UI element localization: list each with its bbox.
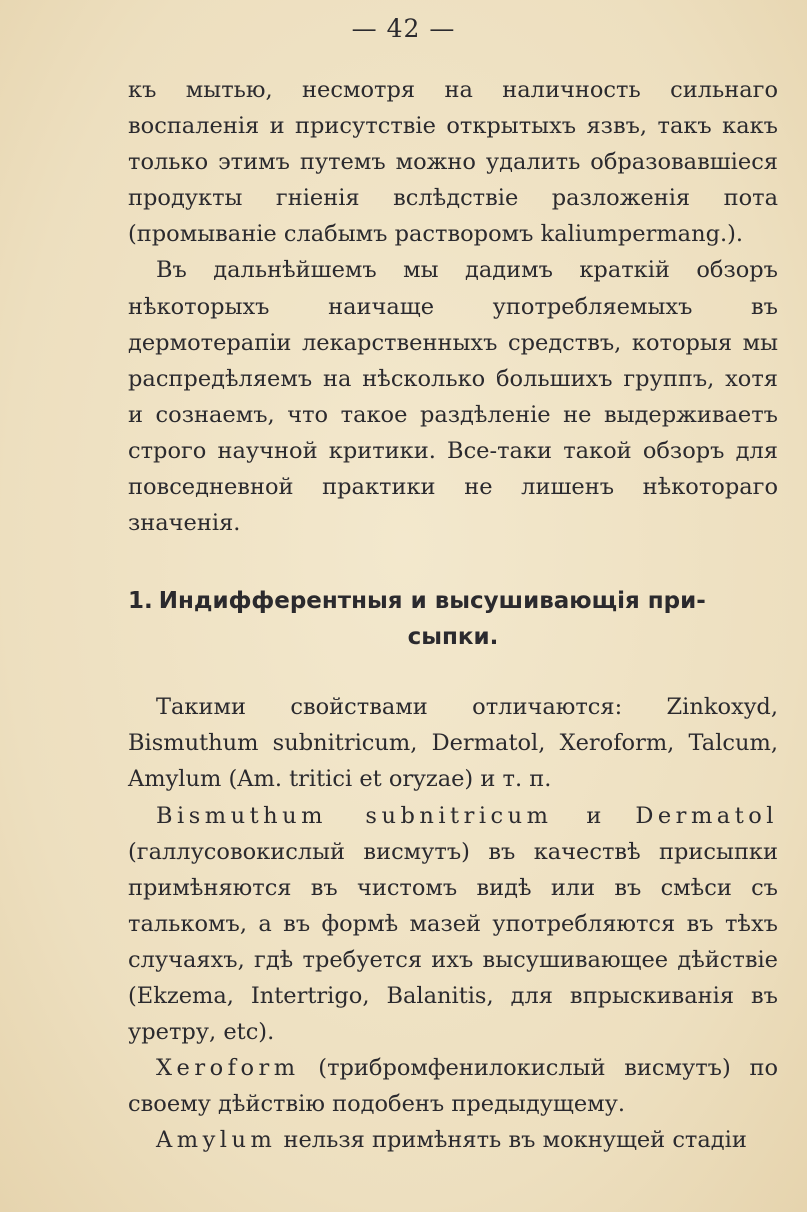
term-dermatol: Dermatol bbox=[635, 802, 778, 829]
section-number: 1. bbox=[128, 588, 153, 615]
paragraph-xeroform bbox=[128, 1050, 778, 1122]
section-title-line1: Индифферентныя и высушивающія при- bbox=[158, 588, 706, 615]
paragraph-overview: Въ дальнѣйшемъ мы дадимъ краткій обзоръ нѣкоторыхъ наичаще употребляемыхъ въ дермотерапіи лекарственныхъ средствъ, которыя мы распредѣляемъ на нѣсколько большихъ группъ, хотя и сознаемъ, что такое раздѣленіе не выдерживаетъ строго научной критики. Все-таки такой обзоръ для повседневной практики не лишенъ нѣкотораго значенія. bbox=[128, 257, 778, 537]
conjunction: и bbox=[552, 802, 636, 829]
term-amylum: Amylum bbox=[156, 1127, 277, 1154]
page-body bbox=[128, 72, 778, 1158]
paragraph-bismuth bbox=[128, 798, 778, 1051]
term-bismuth: Bismuthum subnitricum bbox=[156, 802, 553, 829]
paragraph-continuation: къ мытью, несмотря на наличность сильнаго воспаленія и присутствіе открытыхъ язвъ, такъ какъ только этимъ путемъ можно удалить образовавшіеся продукты гніенія вслѣдствіе разложенія пота (промываніе слабымъ растворомъ kaliumpermang.). bbox=[128, 77, 778, 248]
paragraph-properties: Такими свойствами отличаются: Zinkoxyd, Bismuthum subnitricum, Dermatol, Xeroform, Talcum, Amylum (Am. tritici et oryzae) и т. п. bbox=[128, 694, 778, 793]
section-title-line2: сыпки. bbox=[407, 624, 499, 651]
section-heading bbox=[128, 583, 778, 655]
paragraph-amylum bbox=[128, 1122, 778, 1158]
paragraph-bismuth-text: (галлусовокислый висмутъ) въ качествѣ присыпки примѣняются въ чистомъ видѣ или въ смѣси съ талькомъ, а въ формѣ мазей употребляются въ тѣхъ случаяхъ, гдѣ требуется ихъ высушивающее дѣйствіе (Ekzema, Intertrigo, Balanitis, для впрыскиванія въ уретру, etc). bbox=[128, 838, 778, 1046]
paragraph-xeroform-text: (трибромфенилокислый висмутъ) по своему дѣйствію подобенъ предыдущему. bbox=[128, 1055, 778, 1118]
page-number: — 42 — bbox=[351, 14, 456, 43]
term-xeroform: Xeroform bbox=[156, 1055, 300, 1082]
paragraph-amylum-text: нельзя примѣнять въ мокнущей стадіи bbox=[276, 1127, 747, 1154]
